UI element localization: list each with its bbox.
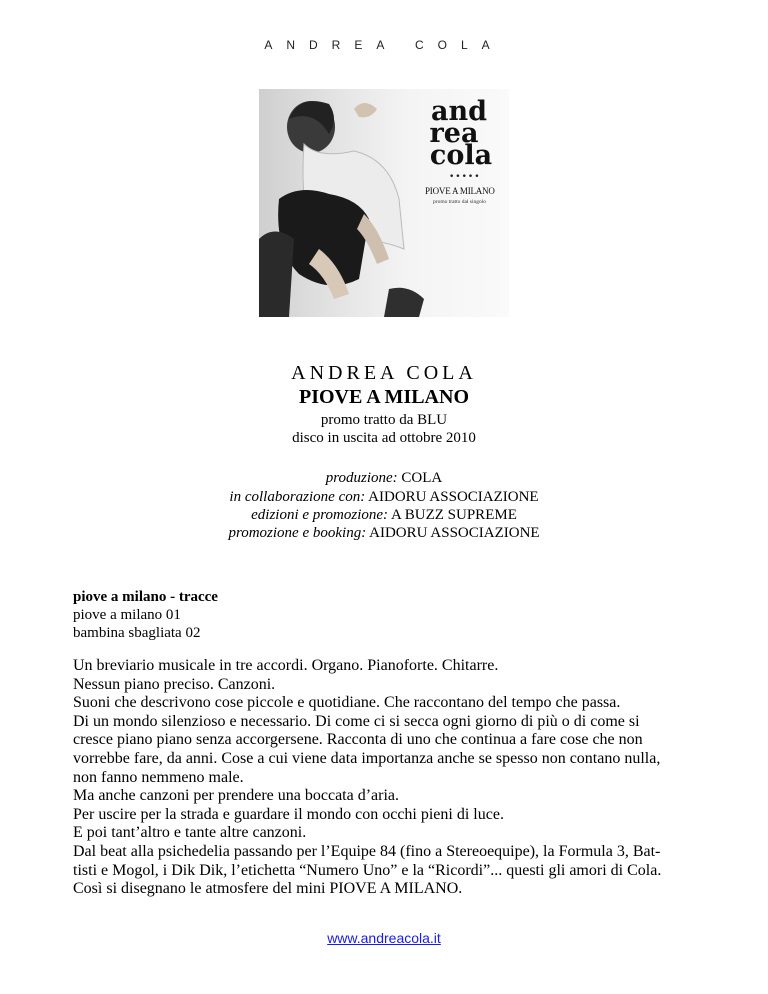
promo-line-1: promo tratto da BLU <box>320 412 448 428</box>
cover-logo-line1: and <box>430 96 487 127</box>
credit-value: A BUZZ SUPREME <box>391 507 517 523</box>
body-line: Suoni che descrivono cose piccole e quotidiane. Che raccontano del tempo che passa. <box>73 694 621 712</box>
credit-value: AIDORU ASSOCIAZIONE <box>369 525 540 541</box>
body-line: Nessun piano preciso. Canzoni. <box>73 675 276 693</box>
body-line: Ma anche canzoni per prendere una boccata d’aria. <box>73 787 400 805</box>
website-link[interactable]: www.andreacola.it <box>327 930 441 946</box>
body-line: Per uscire per la strada e guardare il mondo con occhi pieni di luce. <box>73 805 504 823</box>
body-line: E poi tant’altro e tante altre canzoni. <box>73 824 307 842</box>
credit-label: produzione: <box>325 470 398 486</box>
cover-subtitle: promo tratto dal singolo <box>433 199 487 205</box>
cover-logo-line2: rea <box>429 118 479 149</box>
body-line: vorrebbe fare, da anni. Cose a cui viene data importanza anche se spesso non contano nulla, <box>73 749 661 767</box>
track-item: piove a milano 01 <box>73 607 181 623</box>
credit-label: promozione e booking: <box>228 525 367 541</box>
track-list-heading: piove a milano - tracce <box>73 589 218 605</box>
credit-value: AIDORU ASSOCIAZIONE <box>368 489 539 505</box>
artist-name: ANDREA COLA <box>291 362 477 384</box>
credit-booking <box>0 525 768 542</box>
credit-label: edizioni e promozione: <box>251 507 389 523</box>
body-line: Dal beat alla psichedelia passando per l’Equipe 84 (fino a Stereoequipe), la Formula 3, Bat- <box>73 842 661 860</box>
credit-publishing <box>0 507 768 524</box>
cover-title: PIOVE A MILANO <box>425 186 495 196</box>
promo-line-2: disco in uscita ad ottobre 2010 <box>292 430 476 446</box>
credit-value: COLA <box>401 470 443 486</box>
body-line: non fanno nemmeno male. <box>73 768 244 786</box>
cover-logo <box>416 96 502 171</box>
header-artist-name: ANDREA COLA <box>264 38 504 52</box>
credit-production <box>0 470 768 487</box>
cover-dots: ••••• <box>449 172 481 182</box>
body-line: Così si disegnano le atmosfere del mini PIOVE A MILANO. <box>73 880 463 898</box>
album-cover-image <box>259 89 509 317</box>
body-line: Un breviario musicale in tre accordi. Organo. Pianoforte. Chitarre. <box>73 657 499 674</box>
description-text <box>73 657 703 899</box>
album-title: PIOVE A MILANO <box>298 386 470 408</box>
cover-logo-line3: cola <box>429 140 493 171</box>
credit-label: in collaborazione con: <box>229 489 366 505</box>
footer <box>0 930 768 946</box>
track-list <box>73 588 218 642</box>
body-line: cresce piano piano senza accorgersene. Racconta di uno che continua a fare cose che non <box>73 731 643 749</box>
body-line: Di un mondo silenzioso e necessario. Di come ci si secca ogni giorno di più o di come si <box>73 712 640 730</box>
credit-collaboration <box>0 489 768 506</box>
track-item: bambina sbagliata 02 <box>73 625 201 641</box>
body-line: tisti e Mogol, i Dik Dik, l’etichetta “Numero Uno” e la “Ricordi”... questi gli amori di Cola. <box>73 861 662 879</box>
